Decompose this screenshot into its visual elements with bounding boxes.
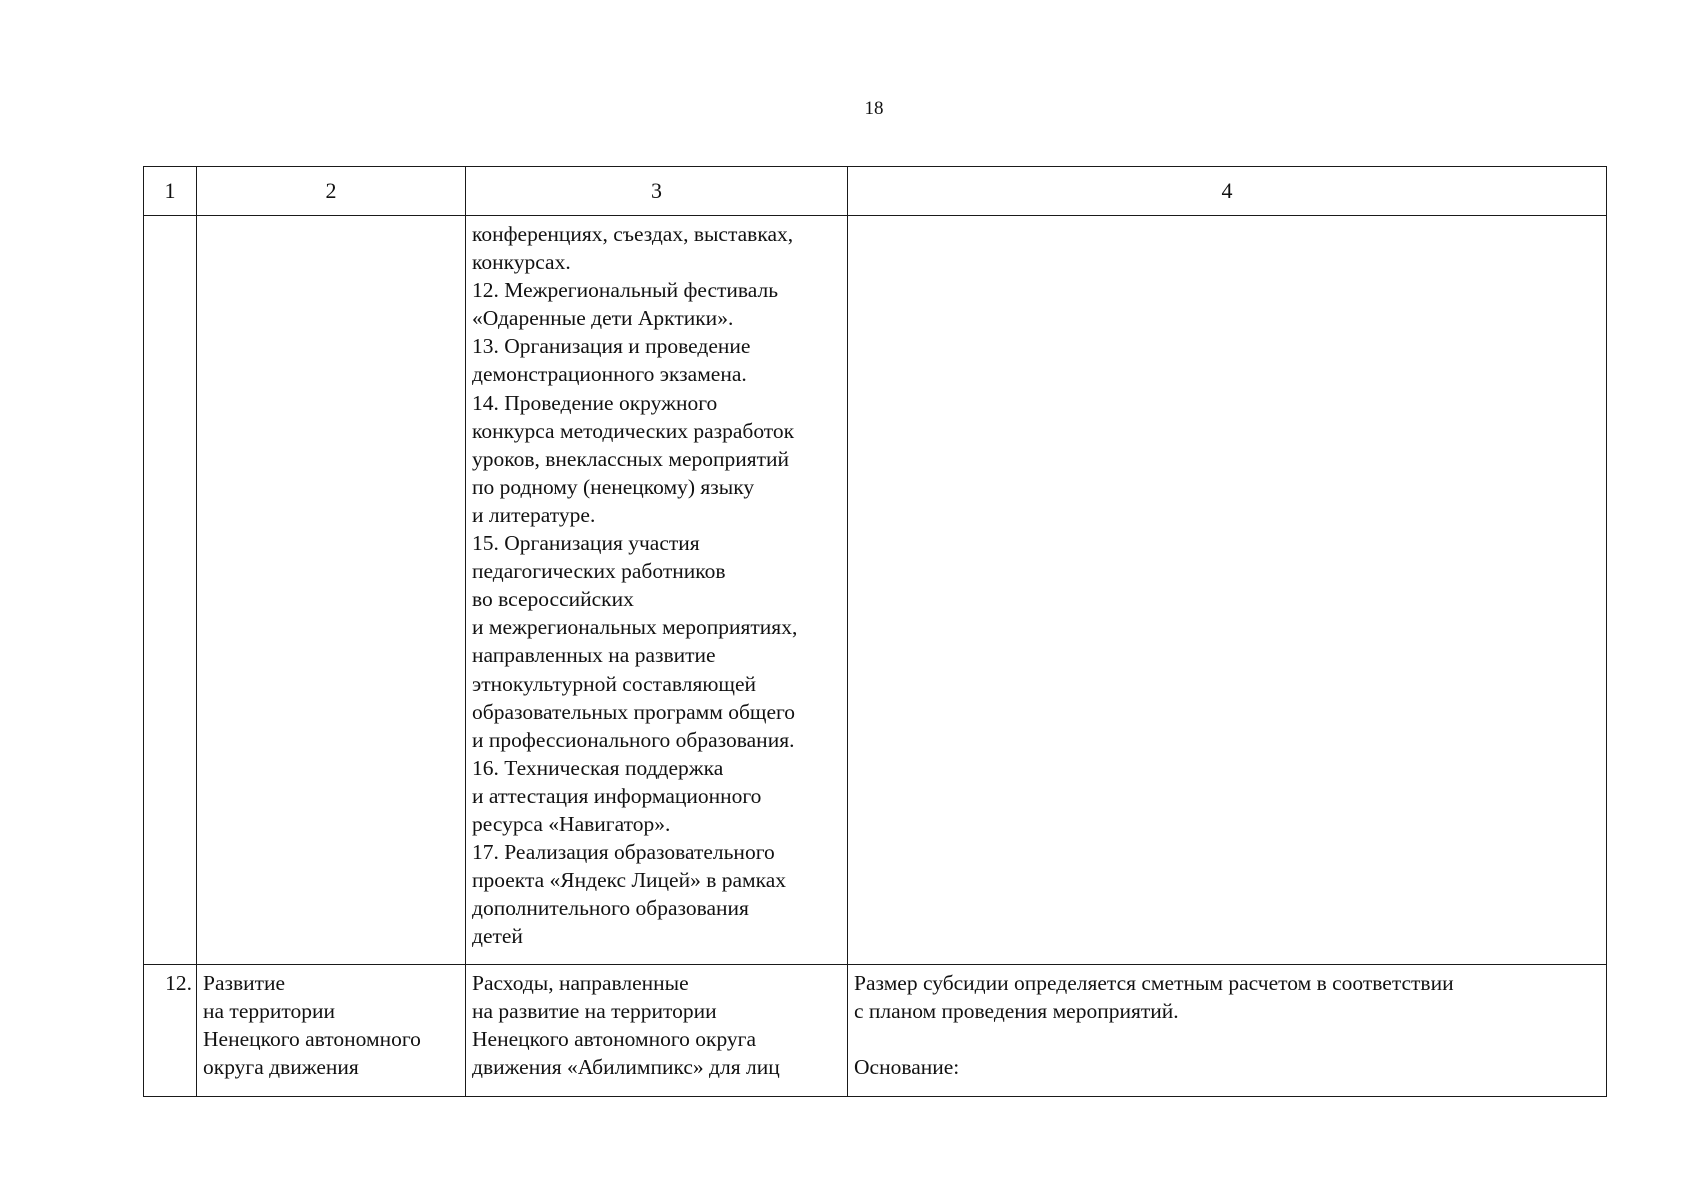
text-line: уроков, внеклассных мероприятий (472, 446, 790, 471)
row12-number-cell (144, 965, 197, 1097)
page-number: 18 (864, 98, 884, 119)
text-line: 12. Межрегиональный фестиваль (472, 278, 779, 303)
text-line: Ненецкого автономного округа (472, 1027, 757, 1052)
text-line: Ненецкого автономного (203, 1027, 421, 1052)
text-line: Основание: (854, 1055, 960, 1080)
text-line: на развитие на территории (472, 999, 717, 1024)
text-line: конференциях, съездах, выставках, (472, 222, 794, 246)
header-col-2: 2 (197, 167, 466, 216)
continued-col-4 (848, 216, 1607, 965)
table-row-continued (144, 216, 1607, 965)
continued-col-3 (466, 216, 848, 965)
text-line: этнокультурной составляющей (472, 671, 757, 696)
row12-col2-text (197, 965, 465, 1087)
text-line: 17. Реализация образовательного (472, 840, 775, 865)
row12-number: 12. (165, 971, 192, 995)
text-line: направленных на развитие (472, 643, 716, 668)
continued-col-2 (197, 216, 466, 965)
text-line: ресурса «Навигатор». (472, 811, 671, 836)
text-line: 13. Организация и проведение (472, 334, 751, 359)
row12-col-3 (466, 965, 848, 1097)
header-col-4: 4 (848, 167, 1607, 216)
text-line: Расходы, направленные (472, 971, 689, 995)
text-line: 16. Техническая поддержка (472, 755, 724, 780)
continued-col-1 (144, 216, 197, 965)
text-line: с планом проведения мероприятий. (854, 999, 1179, 1024)
table-header-row (144, 167, 1607, 216)
text-line: демонстрационного экзамена. (472, 362, 747, 387)
document-table (143, 166, 1607, 1097)
continued-col3-text (466, 216, 847, 956)
text-line: конкурсах. (472, 250, 571, 275)
text-line: движения «Абилимпикс» для лиц (472, 1055, 780, 1080)
text-line: конкурса методических разработок (472, 418, 795, 443)
text-line: детей (472, 924, 523, 949)
text-line: и межрегиональных мероприятиях, (472, 615, 798, 640)
row12-col3-text (466, 965, 847, 1087)
text-line: 14. Проведение окружного (472, 390, 718, 415)
text-line: «Одаренные дети Арктики». (472, 306, 734, 331)
text-line: во всероссийских (472, 587, 634, 612)
text-line: и литературе. (472, 502, 596, 527)
text-line: дополнительного образования (472, 896, 749, 921)
row12-col-2 (197, 965, 466, 1097)
text-line: и профессионального образования. (472, 727, 795, 752)
text-line: проекта «Яндекс Лицей» в рамках (472, 868, 787, 893)
text-line: и аттестация информационного (472, 783, 762, 808)
text-line: 15. Организация участия (472, 531, 700, 556)
text-line: округа движения (203, 1055, 359, 1080)
text-line: Размер субсидии определяется сметным расчетом в соответствии (854, 971, 1454, 995)
text-line: педагогических работников (472, 559, 726, 584)
table-row-12 (144, 965, 1607, 1097)
row12-col4-text (848, 965, 1606, 1087)
text-line: Развитие (203, 971, 286, 995)
text-line: по родному (ненецкому) языку (472, 474, 755, 499)
header-col-3: 3 (466, 167, 848, 216)
text-line: образовательных программ общего (472, 699, 796, 724)
paragraph-gap (854, 1025, 1600, 1053)
row12-col-4 (848, 965, 1607, 1097)
header-col-1: 1 (144, 167, 197, 216)
text-line: на территории (203, 999, 335, 1024)
